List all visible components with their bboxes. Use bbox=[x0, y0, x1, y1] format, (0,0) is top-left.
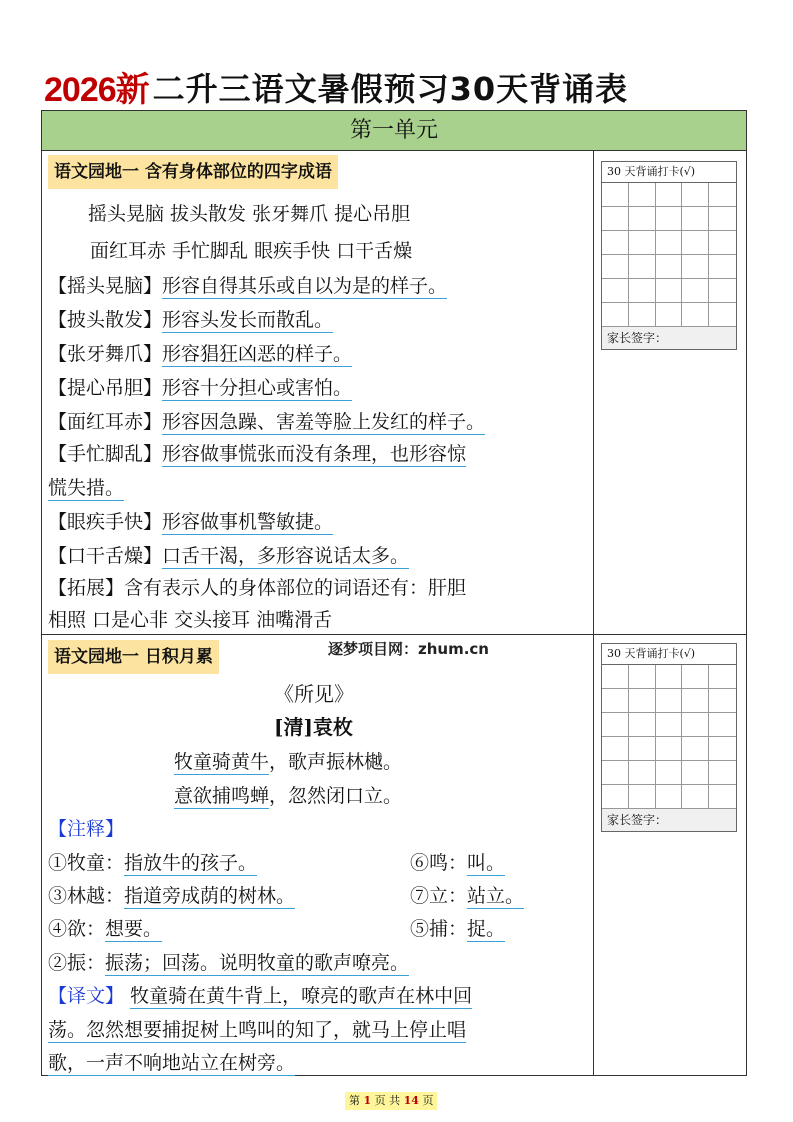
note-item bbox=[410, 848, 505, 878]
footer-suffix: 页 bbox=[422, 1094, 434, 1107]
definition-term: 【口干舌燥】 bbox=[48, 545, 163, 567]
footer-prefix: 第 bbox=[349, 1094, 360, 1107]
definition-term: 【提心吊胆】 bbox=[48, 377, 163, 399]
note-value: 指道旁成荫的树林。 bbox=[124, 885, 296, 907]
definition-item bbox=[48, 473, 124, 503]
recitation-table bbox=[41, 110, 747, 1076]
note-value: 振荡；回荡。说明牧童的歌声嘹亮。 bbox=[105, 952, 410, 974]
note-value: 指放牛的孩子。 bbox=[124, 852, 258, 874]
definition-term: 【眼疾手快】 bbox=[48, 511, 163, 533]
definition-text: 慌失措。 bbox=[48, 477, 125, 499]
footer-mid: 页 共 bbox=[374, 1094, 401, 1107]
page-number: 1 bbox=[363, 1094, 372, 1107]
definition-term: 【张牙舞爪】 bbox=[48, 343, 163, 365]
unit-header: 第一单元 bbox=[42, 111, 746, 151]
definition-item bbox=[48, 373, 352, 403]
note-key: ⑥鸣： bbox=[410, 852, 468, 874]
checkin-header: 30 天背诵打卡(√) bbox=[602, 644, 736, 665]
poem-line-2-rest: ，忽然闭口立。 bbox=[269, 785, 403, 807]
page-total: 14 bbox=[403, 1094, 419, 1107]
page-footer bbox=[345, 1092, 437, 1110]
page-title bbox=[44, 62, 764, 108]
column-divider bbox=[593, 151, 594, 1076]
extension-label: 【拓展】 bbox=[48, 577, 125, 599]
note-item bbox=[48, 914, 162, 944]
note-value: 叫。 bbox=[467, 852, 506, 874]
note-value: 捉。 bbox=[467, 918, 506, 940]
definition-item bbox=[48, 507, 333, 537]
checkin-grid bbox=[602, 665, 736, 809]
note-item bbox=[48, 848, 257, 878]
translation-text: 歌，一声不响地站立在树旁。 bbox=[48, 1052, 296, 1074]
translation-text: 牧童骑在黄牛背上，嘹亮的歌声在林中回 bbox=[130, 985, 473, 1007]
poem-author: [清]袁枚 bbox=[274, 715, 353, 739]
checkin-box-2 bbox=[601, 643, 737, 832]
section2-title: 语文园地一 日积月累 bbox=[48, 640, 219, 674]
definition-text: 形容头发长而散乱。 bbox=[162, 309, 334, 331]
definition-term: 【披头散发】 bbox=[48, 309, 163, 331]
poem-title: 《所见》 bbox=[274, 682, 354, 706]
note-item bbox=[48, 948, 409, 978]
poem-line-1-key: 牧童骑黄牛 bbox=[174, 751, 270, 773]
poem-line-1 bbox=[174, 747, 402, 777]
extension-line-2: 相照 口是心非 交头接耳 油嘴滑舌 bbox=[48, 609, 333, 631]
parent-signature-label: 家长签字： bbox=[602, 327, 736, 349]
extension-text: 含有表示人的身体部位的词语还有：肝胆 bbox=[124, 577, 467, 599]
parent-signature-label: 家长签字： bbox=[602, 809, 736, 831]
note-item bbox=[410, 914, 505, 944]
note-key: ③林越： bbox=[48, 885, 125, 907]
translation-line-2 bbox=[48, 1015, 466, 1045]
definition-text: 口舌干渴，多形容说话太多。 bbox=[162, 545, 410, 567]
note-key: ⑤捕： bbox=[410, 918, 468, 940]
extension-line bbox=[48, 573, 466, 603]
definition-term: 【手忙脚乱】 bbox=[48, 443, 163, 465]
poem-line-2 bbox=[174, 781, 402, 811]
checkin-grid bbox=[602, 183, 736, 327]
title-text: 二升三语文暑假预习30天背诵表 bbox=[152, 69, 629, 108]
definition-item bbox=[48, 541, 409, 571]
idioms-row-2: 面红耳赤 手忙脚乱 眼疾手快 口干舌燥 bbox=[90, 240, 413, 262]
definition-item bbox=[48, 305, 333, 335]
definition-text: 形容十分担心或害怕。 bbox=[162, 377, 353, 399]
note-key: ①牧童： bbox=[48, 852, 125, 874]
checkin-box-1 bbox=[601, 161, 737, 350]
definition-text: 形容做事慌张而没有条理，也形容惊 bbox=[162, 443, 467, 465]
watermark-text: 逐梦项目网：zhum.cn bbox=[328, 640, 489, 658]
checkin-header: 30 天背诵打卡(√) bbox=[602, 162, 736, 183]
note-key: ④欲： bbox=[48, 918, 106, 940]
translation-line-3 bbox=[48, 1048, 295, 1078]
definition-item bbox=[48, 407, 485, 437]
idioms-row-1: 摇头晃脑 拔头散发 张牙舞爪 提心吊胆 bbox=[88, 203, 411, 225]
definition-item bbox=[48, 439, 466, 469]
definition-item bbox=[48, 271, 447, 301]
translation-line-1 bbox=[48, 981, 472, 1011]
note-item bbox=[410, 881, 524, 911]
note-value: 想要。 bbox=[105, 918, 163, 940]
definition-text: 形容做事机警敏捷。 bbox=[162, 511, 334, 533]
note-key: ②振： bbox=[48, 952, 106, 974]
translation-text: 荡。忽然想要捕捉树上鸣叫的知了，就马上停止唱 bbox=[48, 1019, 467, 1041]
title-year: 2026新 bbox=[44, 71, 149, 109]
definition-text: 形容猖狂凶恶的样子。 bbox=[162, 343, 353, 365]
poem-line-2-key: 意欲捕鸣蝉 bbox=[174, 785, 270, 807]
notes-label: 【注释】 bbox=[48, 818, 125, 840]
poem-line-1-rest: ，歌声振林樾。 bbox=[269, 751, 403, 773]
definition-text: 形容因急躁、害羞等脸上发红的样子。 bbox=[162, 411, 486, 433]
note-value: 站立。 bbox=[467, 885, 525, 907]
definition-term: 【面红耳赤】 bbox=[48, 411, 163, 433]
definition-item bbox=[48, 339, 352, 369]
translation-label: 【译文】 bbox=[48, 985, 125, 1007]
section1-title: 语文园地一 含有身体部位的四字成语 bbox=[48, 155, 338, 189]
note-item bbox=[48, 881, 295, 911]
note-key: ⑦立： bbox=[410, 885, 468, 907]
definition-term: 【摇头晃脑】 bbox=[48, 275, 163, 297]
definition-text: 形容自得其乐或自以为是的样子。 bbox=[162, 275, 448, 297]
